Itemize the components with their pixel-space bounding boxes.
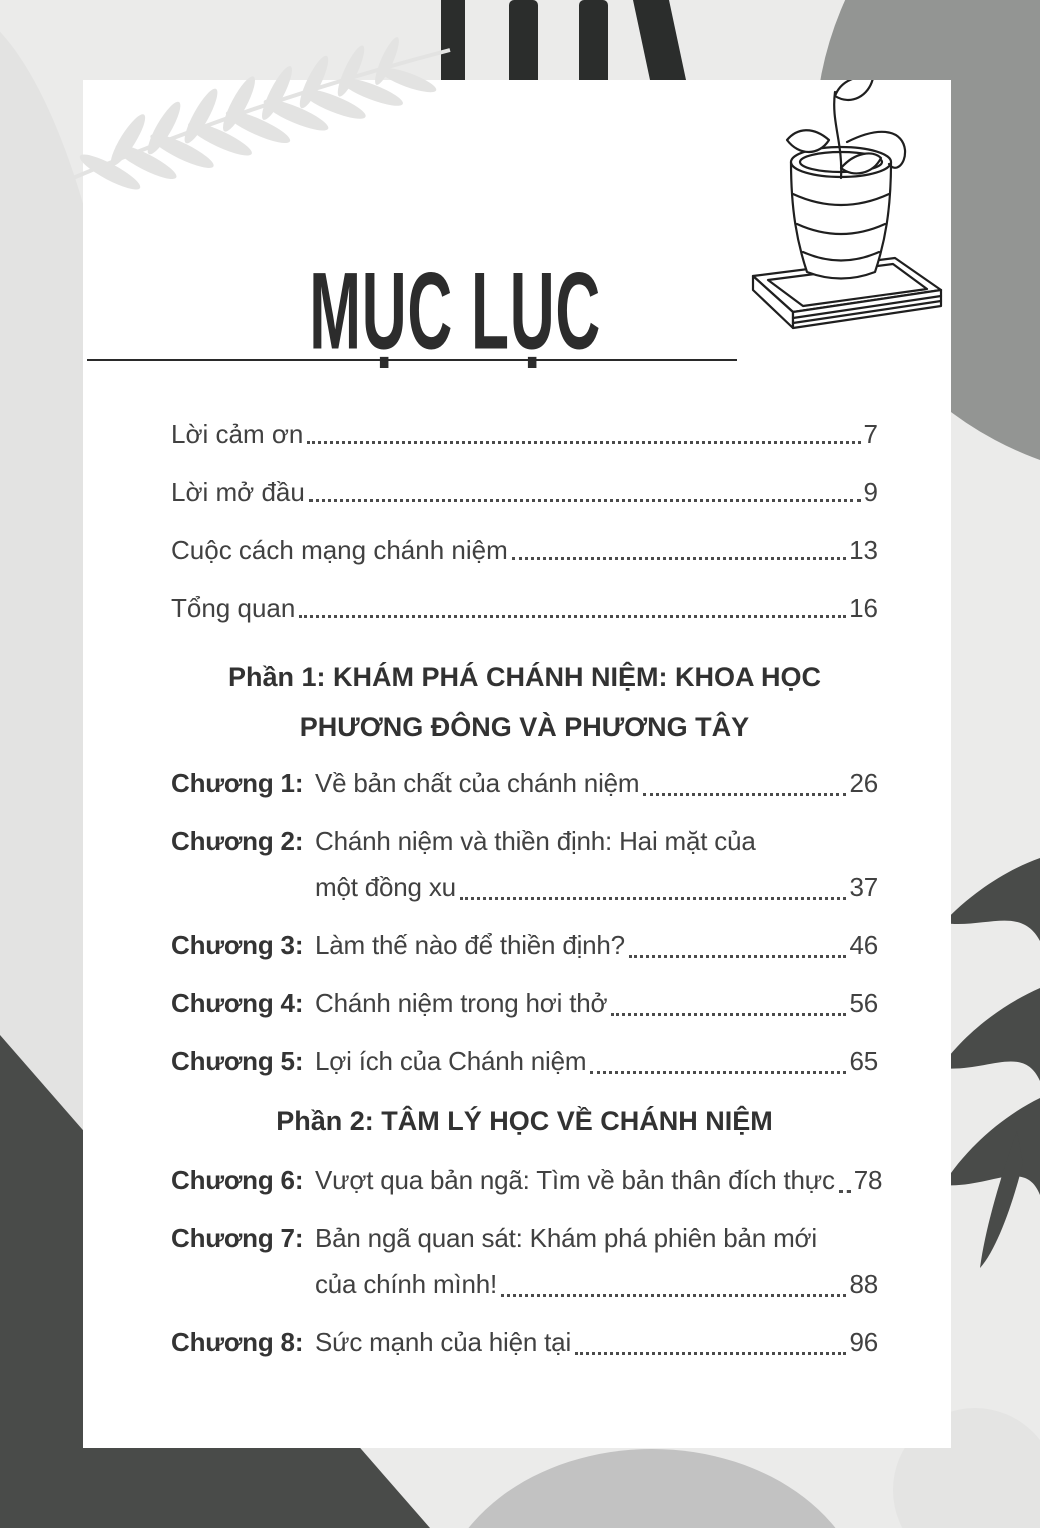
toc-entry-page: 7 bbox=[863, 419, 878, 449]
toc-entry bbox=[171, 478, 878, 506]
chapter-label: Chương 3: bbox=[171, 930, 304, 960]
page-title: MỤC LỤC bbox=[309, 249, 601, 372]
toc-entry-page: 9 bbox=[863, 477, 878, 507]
section-heading-line: Phần 2: TÂM LÝ HỌC VỀ CHÁNH NIỆM bbox=[276, 1106, 773, 1136]
chapter-title: Bản ngã quan sát: Khám phá phiên bản mới bbox=[315, 1223, 817, 1253]
chapter-title: Làm thế nào để thiền định? bbox=[315, 930, 625, 960]
abstract-bars-icon bbox=[633, 0, 686, 80]
toc-entry bbox=[171, 536, 878, 564]
abstract-bars-icon bbox=[579, 0, 608, 80]
toc-chapter-entry bbox=[171, 1157, 883, 1203]
dot-leader bbox=[643, 793, 846, 796]
chapter-label: Chương 5: bbox=[171, 1046, 304, 1076]
page-title-wrap bbox=[83, 249, 827, 372]
chapter-page: 96 bbox=[849, 1327, 878, 1357]
title-underline bbox=[87, 359, 737, 361]
abstract-bars-icon bbox=[441, 0, 465, 80]
chapter-label: Chương 4: bbox=[171, 988, 304, 1018]
chapter-page: 56 bbox=[849, 988, 878, 1018]
chapter-page: 88 bbox=[849, 1269, 878, 1299]
chapter-title: Lợi ích của Chánh niệm bbox=[315, 1046, 587, 1076]
chapter-title: Về bản chất của chánh niệm bbox=[315, 768, 640, 798]
toc-entry-label: Cuộc cách mạng chánh niệm bbox=[171, 535, 508, 565]
dot-leader bbox=[307, 441, 860, 444]
chapter-label: Chương 1: bbox=[171, 768, 304, 798]
chapter-page: 65 bbox=[849, 1046, 878, 1076]
toc-entry bbox=[171, 420, 878, 448]
toc-chapter-entry bbox=[171, 1215, 878, 1307]
dot-leader bbox=[839, 1190, 851, 1193]
toc-chapter-entry bbox=[171, 1319, 878, 1365]
chapter-title: Chánh niệm và thiền định: Hai mặt của bbox=[315, 826, 756, 856]
chapter-title: Chánh niệm trong hơi thở bbox=[315, 988, 608, 1018]
dot-leader bbox=[512, 557, 846, 560]
background-ellipse-bottom bbox=[437, 1449, 867, 1528]
chapter-label: Chương 7: bbox=[171, 1223, 304, 1253]
chapter-page: 46 bbox=[849, 930, 878, 960]
toc-chapter-entry bbox=[171, 980, 878, 1026]
toc-entry bbox=[171, 594, 878, 622]
section-heading-line: PHƯƠNG ĐÔNG VÀ PHƯƠNG TÂY bbox=[299, 712, 750, 742]
dot-leader bbox=[611, 1013, 846, 1016]
toc-chapter-entry bbox=[171, 818, 878, 910]
dot-leader bbox=[501, 1294, 846, 1297]
toc-entry-page: 16 bbox=[849, 593, 878, 623]
dot-leader bbox=[590, 1071, 846, 1074]
toc-chapter-entry bbox=[171, 760, 878, 806]
chapter-label: Chương 2: bbox=[171, 826, 304, 856]
chapter-title-cont: của chính mình! bbox=[315, 1269, 497, 1299]
chapter-page: 37 bbox=[849, 872, 878, 902]
chapter-title: Sức mạnh của hiện tại bbox=[315, 1327, 572, 1357]
dot-leader bbox=[460, 897, 847, 900]
abstract-bars-icon bbox=[509, 0, 538, 80]
chapter-label: Chương 8: bbox=[171, 1327, 304, 1357]
section-heading-line: Phần 1: KHÁM PHÁ CHÁNH NIỆM: KHOA HỌC bbox=[228, 662, 821, 692]
toc-chapter-entry bbox=[171, 922, 878, 968]
dot-leader bbox=[575, 1352, 846, 1355]
toc-card bbox=[83, 80, 951, 1448]
toc-list bbox=[171, 419, 883, 1377]
toc-entry-page: 13 bbox=[849, 535, 878, 565]
plant-pot-books-icon bbox=[723, 80, 951, 372]
chapter-page: 78 bbox=[853, 1165, 883, 1195]
chapter-page: 26 bbox=[849, 768, 878, 798]
chapter-title-cont: một đồng xu bbox=[315, 872, 456, 902]
toc-entry-label: Lời mở đầu bbox=[171, 477, 305, 507]
dot-leader bbox=[309, 499, 861, 502]
dot-leader bbox=[629, 955, 847, 958]
chapter-title: Vượt qua bản ngã: Tìm về bản thân đích thực bbox=[315, 1165, 835, 1195]
dot-leader bbox=[299, 615, 846, 618]
toc-chapter-entry bbox=[171, 1038, 878, 1084]
section-heading bbox=[171, 1096, 878, 1146]
section-heading bbox=[171, 652, 878, 752]
toc-entry-label: Tổng quan bbox=[171, 593, 296, 623]
toc-entry-label: Lời cảm ơn bbox=[171, 419, 304, 449]
chapter-label: Chương 6: bbox=[171, 1165, 304, 1195]
